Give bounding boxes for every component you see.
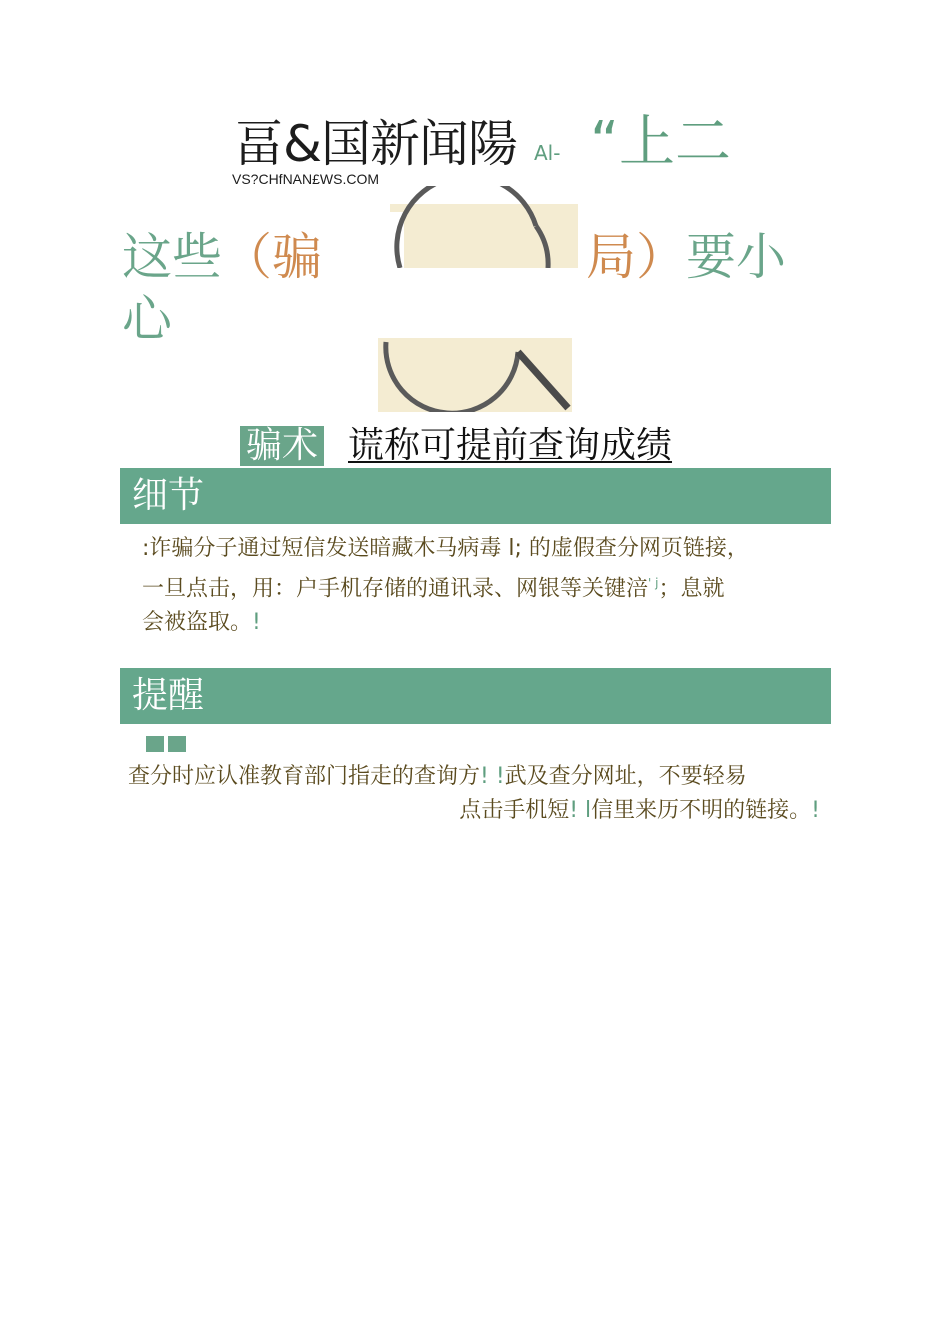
masthead-url: VS?CHfNAN£WS.COM	[232, 171, 380, 187]
details-section-bar	[120, 468, 831, 524]
headline-green-segment: 这些	[122, 228, 222, 286]
details-heading: 细节	[132, 475, 205, 516]
masthead-title: 畐&国新闻陽	[234, 115, 517, 173]
reminder-line-2	[128, 794, 824, 828]
details-line-3-mark: !	[252, 610, 261, 636]
headline-part-2	[586, 226, 786, 288]
details-line-1: :诈骗分子通过短信发送暗藏木马病毒 l; 的虚假查分网页链接，	[142, 536, 749, 561]
reminder-line-2-end: !	[811, 798, 820, 823]
details-line-2-a: 一旦点击，用：户手机存储的通讯录、网银等关键涪	[142, 576, 649, 602]
headline-part-1	[122, 226, 322, 288]
details-line-2	[142, 566, 822, 606]
reminder-line-1-b: 武及查分网址，不要轻易	[504, 764, 747, 789]
reminder-line-2-a: 点击手机短	[459, 798, 570, 823]
details-body	[142, 532, 822, 640]
scam-tag: 骗术	[240, 426, 324, 466]
headline-orange-segment-2: 局）	[586, 228, 686, 286]
reminder-line-1	[128, 760, 824, 794]
reminder-line-2-mark: ! l	[569, 798, 592, 823]
headline-green-segment-2: 要小	[686, 228, 786, 286]
details-line-2-mark: ' j	[648, 576, 659, 590]
masthead-big-text: “上二	[590, 110, 732, 175]
reminder-line-2-b: 信里来历不明的链接。	[591, 798, 812, 823]
reminder-body	[128, 760, 824, 828]
masthead-suffix: Al-	[534, 141, 561, 165]
reminder-heading: 提醒	[132, 675, 205, 716]
headline-orange-segment: （骗	[222, 228, 322, 286]
details-line-3-text: 会被盗取。	[142, 610, 253, 636]
headline-part-3: 心	[122, 290, 172, 348]
reminder-line-1-a: 查分时应认准教育部门指走的查询方	[128, 764, 481, 789]
details-line-3	[142, 606, 822, 640]
details-line-2-b: ；息就	[658, 576, 725, 602]
reminder-section-bar	[120, 668, 831, 724]
magnifier-icon	[386, 186, 582, 268]
reminder-squares	[146, 736, 190, 756]
scam-title: 谎称可提前查询成绩	[348, 425, 673, 466]
square-icon	[146, 736, 164, 752]
square-icon	[168, 736, 186, 752]
magnifier-handle-icon	[378, 338, 572, 412]
reminder-line-1-mark: ! !	[480, 764, 505, 789]
